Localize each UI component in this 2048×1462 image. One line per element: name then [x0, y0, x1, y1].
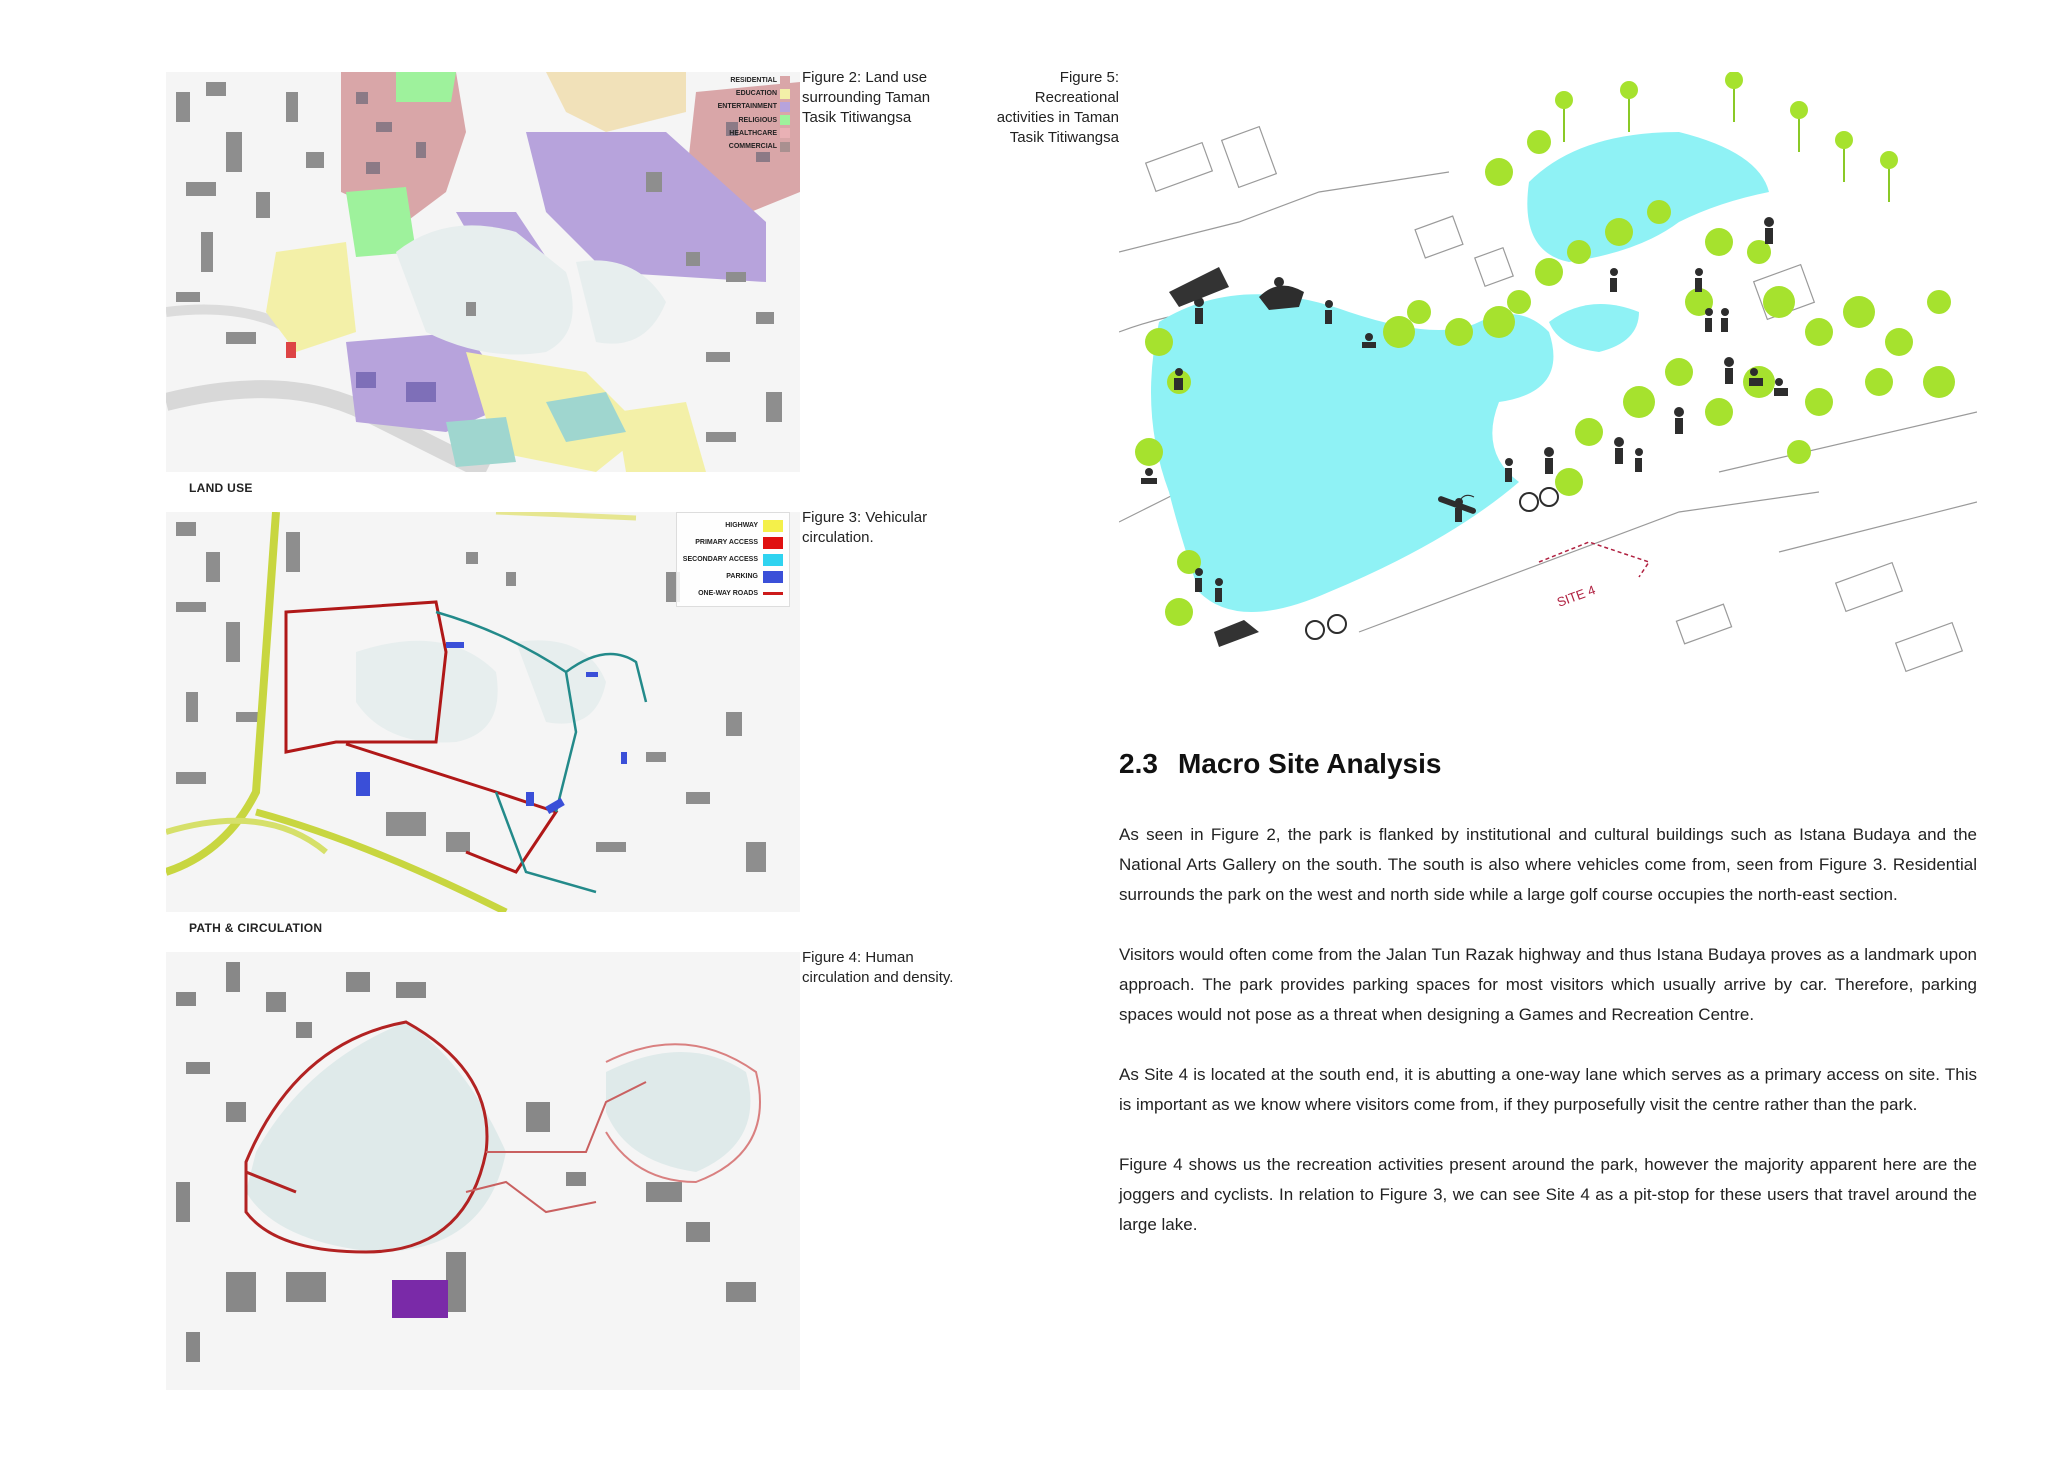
legend-item-residential: RESIDENTIAL: [718, 74, 790, 87]
section-body: [1119, 820, 1977, 1270]
figure-2-caption: Figure 2: Land use surrounding Taman Tasik Titiwangsa: [802, 69, 931, 126]
figure-5-caption: Figure 5: Recreational activities in Taman Tasik Titiwangsa: [996, 69, 1119, 146]
figure-3-caption: Figure 3: Vehicular circulation.: [802, 509, 928, 546]
section-title: Macro Site Analysis: [1177, 748, 1442, 779]
land-use-label: LAND USE: [189, 481, 253, 495]
human-circulation-map-drawing: [166, 952, 800, 1390]
paragraph: As Site 4 is located at the south end, it is abutting a one-way lane which serves as a primary access on site. This is important as we know where visitors come from, if they purposefully visit the centre rather than the park.: [1119, 1065, 1977, 1114]
circulation-legend: [676, 512, 790, 607]
legend-item-healthcare: HEALTHCARE: [718, 127, 790, 140]
land-use-map-drawing: [166, 72, 800, 472]
legend-item-religious: RELIGIOUS: [718, 114, 790, 127]
legend-item-primary-access: PRIMARY ACCESS: [683, 534, 783, 551]
land-use-map: [166, 72, 800, 472]
legend-item-highway: HIGHWAY: [683, 517, 783, 534]
paragraph: Figure 4 shows us the recreation activities present around the park, however the majority apparent here are the joggers and cyclists. In relation to Figure 3, we can see Site 4 as a pit-stop for these users that travel around the large lake.: [1119, 1155, 1977, 1234]
human-circulation-map: [166, 952, 800, 1390]
legend-item-secondary-access: SECONDARY ACCESS: [683, 551, 783, 568]
recreation-illustration-drawing: [1119, 72, 1977, 686]
paragraph: As seen in Figure 2, the park is flanked by institutional and cultural buildings such as Istana Budaya and the National Arts Gallery on the south. The south is also where vehicles come from, seen from Figure 3. Residential surrounds the park on the west and north side while a large golf course occupies the north-east section.: [1119, 825, 1977, 904]
section-number: 2.3: [1119, 748, 1158, 779]
site-4-label: SITE 4: [1554, 582, 1598, 610]
land-use-legend: [718, 74, 790, 153]
legend-item-commercial: COMMERCIAL: [718, 140, 790, 153]
legend-item-one-way-roads: ONE-WAY ROADS: [683, 585, 783, 602]
legend-item-parking: PARKING: [683, 568, 783, 585]
path-circulation-label: PATH & CIRCULATION: [189, 921, 323, 935]
section-heading: [1119, 748, 1441, 780]
legend-item-entertainment: ENTERTAINMENT: [718, 100, 790, 113]
figure-4-caption: Figure 4: Human circulation and density.: [802, 949, 954, 986]
paragraph: Visitors would often come from the Jalan Tun Razak highway and thus Istana Budaya proves as a landmark upon approach. The park provides parking spaces for most visitors which usually arrive by car. Therefore, parking spaces would not pose as a threat when designing a Games and Recreation Centre.: [1119, 945, 1977, 1024]
circulation-map: [166, 512, 800, 912]
recreation-illustration: [1119, 72, 1977, 686]
legend-item-education: EDUCATION: [718, 87, 790, 100]
